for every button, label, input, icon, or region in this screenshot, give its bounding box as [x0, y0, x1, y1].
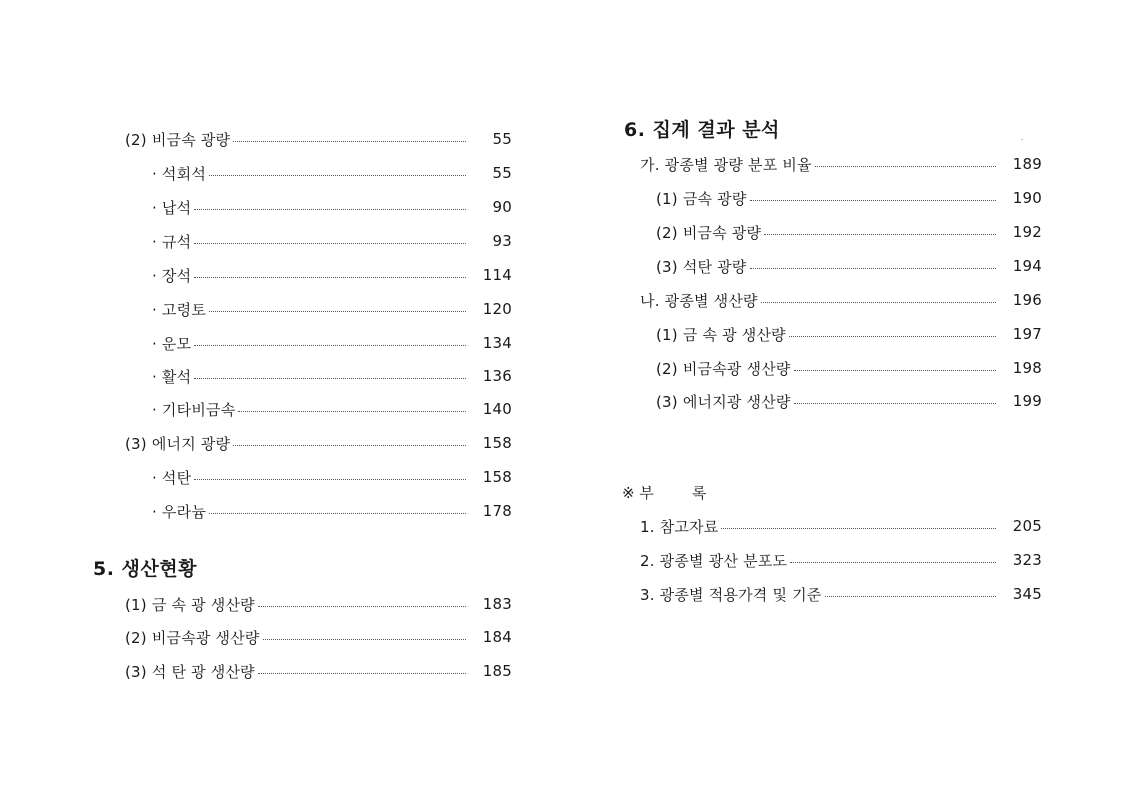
- toc-entry-label: · 고령토: [152, 300, 207, 319]
- dot-leader: [258, 605, 466, 607]
- dot-leader: [794, 402, 996, 404]
- toc-entry-label: · 석회석: [152, 164, 207, 183]
- dot-leader: [750, 199, 996, 201]
- toc-entry-metal-production-analysis[interactable]: [656, 322, 1042, 346]
- dot-leader: [825, 595, 997, 597]
- toc-entry-label: (3) 석탄 광량: [656, 257, 747, 276]
- toc-entry-label: 3. 광종별 적용가격 및 기준: [640, 585, 822, 604]
- toc-entry-label: 1. 참고자료: [640, 517, 719, 536]
- toc-entry-pricing-criteria[interactable]: [640, 582, 1042, 606]
- toc-entry-references[interactable]: [640, 514, 1042, 538]
- section-heading-aggregate-analysis[interactable]: 6. 집계 결과 분석: [624, 119, 780, 141]
- dot-leader: [794, 369, 996, 371]
- appendix-heading-end: 록: [691, 484, 707, 502]
- toc-page-number: 345: [1012, 585, 1042, 603]
- dot-leader: [761, 301, 996, 303]
- toc-page-number: 158: [482, 468, 512, 486]
- toc-entry-nonmetal-production-analysis[interactable]: [656, 356, 1042, 380]
- toc-entry-label: · 석탄: [152, 468, 192, 487]
- dot-leader: [233, 140, 466, 142]
- toc-entry-label: (1) 금속 광량: [656, 189, 747, 208]
- toc-page-number: 183: [482, 595, 512, 613]
- toc-page-number: 140: [482, 400, 512, 418]
- dot-leader: [263, 638, 466, 640]
- toc-page-number: 190: [1012, 189, 1042, 207]
- dot-leader: [194, 242, 466, 244]
- toc-entry-label: (2) 비금속 광량: [656, 223, 762, 242]
- toc-page-number: 134: [482, 334, 512, 352]
- toc-page-number: 136: [482, 367, 512, 385]
- toc-entry-mica[interactable]: [152, 331, 512, 355]
- dot-leader: [209, 310, 466, 312]
- section-heading-production-status[interactable]: 5. 생산현황: [93, 558, 197, 580]
- toc-entry-label: 나. 광종별 생산량: [640, 291, 758, 310]
- dot-leader: [194, 344, 466, 346]
- dot-leader: [194, 276, 466, 278]
- toc-entry-label: 2. 광종별 광산 분포도: [640, 551, 788, 570]
- toc-entry-nonmetal-reserves[interactable]: [125, 127, 512, 151]
- toc-entry-mine-distribution-map[interactable]: [640, 548, 1042, 572]
- toc-page-number: 192: [1012, 223, 1042, 241]
- toc-entry-label: · 우라늄: [152, 502, 207, 521]
- dot-leader: [815, 165, 996, 167]
- toc-entry-label: · 규석: [152, 232, 192, 251]
- toc-entry-label: (3) 에너지 광량: [125, 434, 231, 453]
- toc-entry-metal-reserves[interactable]: [656, 186, 1042, 210]
- toc-entry-other-nonmetal[interactable]: [152, 397, 512, 421]
- toc-page-number: 90: [492, 198, 512, 216]
- toc-entry-coal[interactable]: [152, 465, 512, 489]
- dot-leader: [721, 527, 996, 529]
- appendix-heading-mark: ※ 부: [622, 484, 654, 502]
- dot-leader: [750, 267, 996, 269]
- toc-entry-kaolin[interactable]: [152, 297, 512, 321]
- toc-entry-energy-production-analysis[interactable]: [656, 389, 1042, 413]
- toc-entry-energy-reserves[interactable]: [125, 431, 512, 455]
- toc-entry-label: · 기타비금속: [152, 400, 236, 419]
- toc-entry-feldspar[interactable]: [152, 263, 512, 287]
- toc-entry-uranium[interactable]: [152, 499, 512, 523]
- appendix-heading[interactable]: [622, 482, 706, 503]
- toc-page-number: 114: [482, 266, 512, 284]
- toc-entry-coal-production[interactable]: [125, 659, 512, 683]
- toc-entry-silica[interactable]: [152, 229, 512, 253]
- dot-leader: [789, 335, 996, 337]
- toc-entry-nonmetal-production[interactable]: [125, 625, 512, 649]
- toc-page-number: 120: [482, 300, 512, 318]
- toc-entry-label: · 납석: [152, 198, 192, 217]
- dot-leader: [209, 174, 466, 176]
- toc-entry-metal-production[interactable]: [125, 592, 512, 616]
- toc-page-number: 93: [492, 232, 512, 250]
- toc-page-number: 199: [1012, 392, 1042, 410]
- toc-page-number: 55: [492, 164, 512, 182]
- toc-entry-coal-reserves[interactable]: [656, 254, 1042, 278]
- toc-entry-label: · 활석: [152, 367, 192, 386]
- dot-leader: [790, 561, 996, 563]
- toc-entry-talc[interactable]: [152, 364, 512, 388]
- toc-entry-label: (2) 비금속광 생산량: [656, 359, 791, 378]
- dot-leader: [238, 410, 466, 412]
- toc-page-number: 189: [1012, 155, 1042, 173]
- dot-leader: [194, 208, 466, 210]
- toc-page-number: 185: [482, 662, 512, 680]
- toc-entry-label: (3) 석 탄 광 생산량: [125, 662, 255, 681]
- toc-entry-pyrophyllite[interactable]: [152, 195, 512, 219]
- dot-leader: [194, 377, 466, 379]
- toc-entry-label: (1) 금 속 광 생산량: [656, 325, 786, 344]
- toc-entry-label: 가. 광종별 광량 분포 비율: [640, 155, 812, 174]
- toc-entry-label: (2) 비금속 광량: [125, 130, 231, 149]
- toc-entry-nonmetal-reserves-analysis[interactable]: [656, 220, 1042, 244]
- dot-leader: [194, 478, 466, 480]
- toc-entry-label: (3) 에너지광 생산량: [656, 392, 791, 411]
- dot-leader: [209, 512, 466, 514]
- toc-page-number: 158: [482, 434, 512, 452]
- toc-page-number: 55: [492, 130, 512, 148]
- toc-entry-limestone[interactable]: [152, 161, 512, 185]
- toc-page-number: 197: [1012, 325, 1042, 343]
- toc-entry-reserve-distribution[interactable]: [640, 152, 1042, 176]
- toc-page-number: 194: [1012, 257, 1042, 275]
- toc-page-number: 205: [1012, 517, 1042, 535]
- toc-page-number: 178: [482, 502, 512, 520]
- toc-entry-label: · 운모: [152, 334, 192, 353]
- toc-page-number: 323: [1012, 551, 1042, 569]
- toc-entry-label: · 장석: [152, 266, 192, 285]
- dot-leader: [233, 444, 466, 446]
- dot-leader: [764, 233, 996, 235]
- scan-artifact: [1021, 139, 1023, 140]
- toc-page-number: 198: [1012, 359, 1042, 377]
- toc-page-number: 196: [1012, 291, 1042, 309]
- dot-leader: [258, 672, 466, 674]
- toc-page-number: 184: [482, 628, 512, 646]
- toc-entry-label: (1) 금 속 광 생산량: [125, 595, 255, 614]
- toc-entry-label: (2) 비금속광 생산량: [125, 628, 260, 647]
- toc-entry-production-by-type[interactable]: [640, 288, 1042, 312]
